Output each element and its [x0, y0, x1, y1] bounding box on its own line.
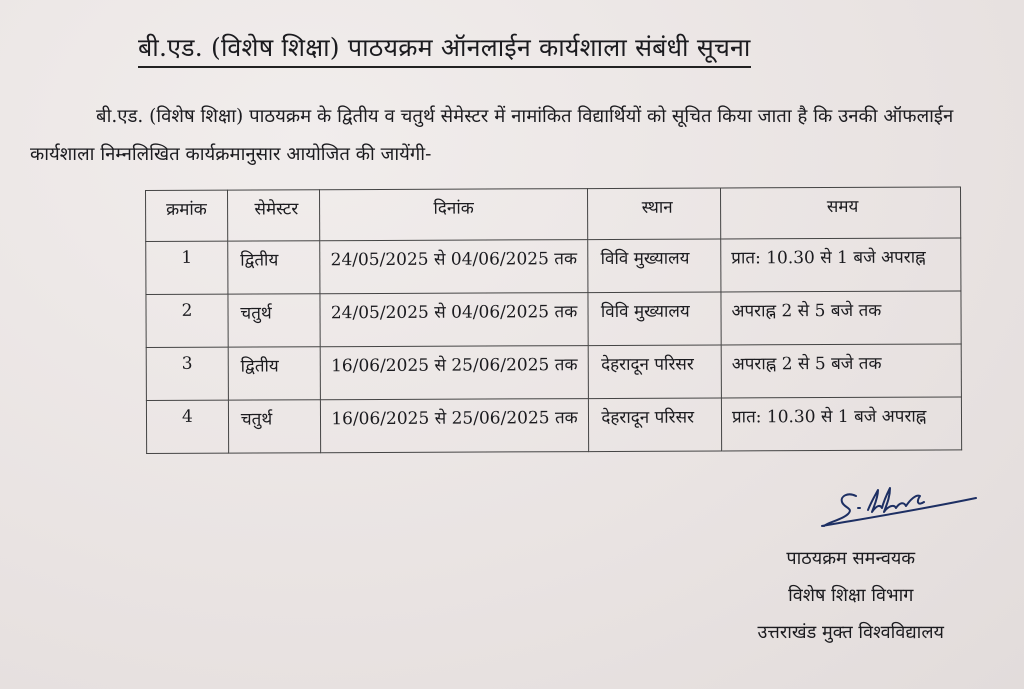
- header-date: दिनांक: [319, 189, 588, 241]
- cell-serial: 4: [146, 400, 228, 453]
- handwritten-signature: [818, 482, 978, 530]
- table-row: [146, 397, 961, 454]
- cell-time: प्रात: 10.30 से 1 बजे अपराह्न: [721, 397, 961, 451]
- cell-venue: विवि मुख्यालय: [588, 292, 721, 346]
- notice-body: बी.एड. (विशेष शिक्षा) पाठयक्रम के द्वितीय व चतुर्थ सेमेस्टर में नामांकित विद्यार्थियों को सूचित किया जाता है कि उनकी ऑफलाईन कार्यशाला निम्नलिखित कार्यक्रमानुसार आयोजित की जायेंगी-: [30, 106, 954, 165]
- schedule-table: [145, 186, 962, 454]
- table-header-row: [146, 187, 961, 242]
- cell-date: 16/06/2025 से 25/06/2025 तक: [320, 346, 589, 400]
- cell-serial: 2: [146, 294, 228, 347]
- cell-date: 24/05/2025 से 04/06/2025 तक: [319, 240, 588, 294]
- cell-venue: देहरादून परिसर: [589, 398, 722, 452]
- header-serial: क्रमांक: [146, 190, 228, 241]
- cell-date: 24/05/2025 से 04/06/2025 तक: [320, 293, 589, 347]
- signatory-designation: पाठयक्रम समन्वयक: [786, 548, 916, 569]
- signatory-block: [758, 540, 944, 651]
- notice-title: बी.एड. (विशेष शिक्षा) पाठयक्रम ऑनलाईन कार्यशाला संबंधी सूचना: [138, 30, 751, 68]
- cell-semester: चतुर्थ: [228, 400, 320, 453]
- cell-serial: 1: [146, 241, 228, 294]
- table-row: [146, 291, 961, 348]
- cell-time: प्रात: 10.30 से 1 बजे अपराह्न: [721, 238, 961, 292]
- cell-time: अपराह्न 2 से 5 बजे तक: [721, 291, 961, 345]
- header-time: समय: [720, 187, 960, 239]
- cell-semester: चतुर्थ: [228, 294, 320, 347]
- cell-venue: देहरादून परिसर: [589, 345, 722, 399]
- header-venue: स्थान: [588, 188, 721, 240]
- signature-stroke: [822, 488, 976, 526]
- cell-venue: विवि मुख्यालय: [588, 239, 721, 293]
- table-row: [146, 238, 961, 295]
- cell-serial: 3: [146, 347, 228, 400]
- signatory-department: विशेष शिक्षा विभाग: [788, 585, 914, 606]
- cell-time: अपराह्न 2 से 5 बजे तक: [721, 344, 961, 398]
- cell-semester: द्वितीय: [228, 241, 320, 294]
- header-semester: सेमेस्टर: [227, 190, 319, 241]
- cell-date: 16/06/2025 से 25/06/2025 तक: [320, 399, 589, 453]
- table-row: [146, 344, 961, 401]
- signatory-university: उत्तराखंड मुक्त विश्वविद्यालय: [757, 622, 944, 643]
- cell-semester: द्वितीय: [228, 347, 320, 400]
